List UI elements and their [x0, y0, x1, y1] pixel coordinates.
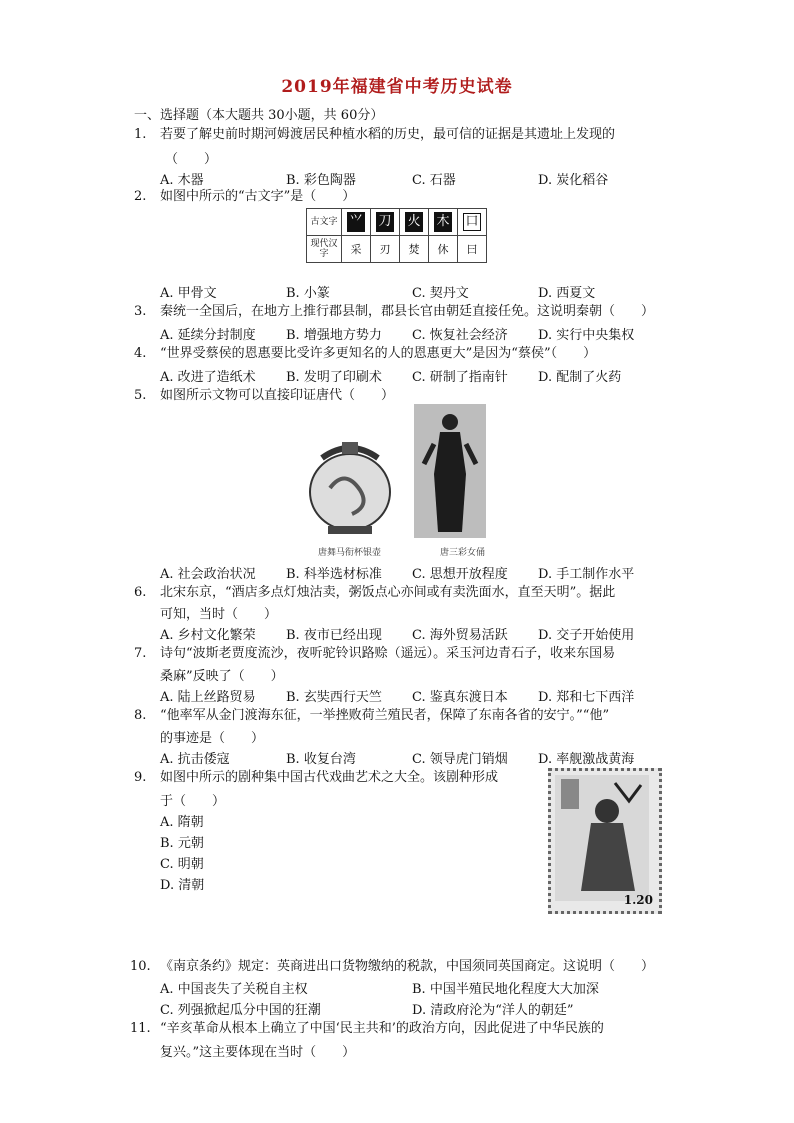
q3-option-b[interactable]: B. 增强地方势力 [286, 328, 382, 343]
q4-option-d[interactable]: D. 配制了火药 [538, 370, 622, 385]
q8-option-a[interactable]: A. 抗击倭寇 [160, 752, 230, 767]
q4-option-a[interactable]: A. 改进了造纸术 [160, 370, 256, 385]
q6-option-d[interactable]: D. 交子开始使用 [538, 628, 635, 643]
q5-option-c[interactable]: C. 思想开放程度 [412, 567, 508, 582]
glyph-icon: ⼑ [376, 212, 394, 232]
question-4: 4. “世界受蔡侯的恩惠要比受许多更知名的人的恩惠更大”是因为“蔡侯”（ ） [134, 346, 597, 361]
glyph-icon: 口 [463, 213, 481, 231]
question-9: 9. 如图中所示的剧种集中国古代戏曲艺术之大全。该剧种形成 [134, 770, 499, 785]
q10-option-c[interactable]: C. 列强掀起瓜分中国的狂潮 [160, 1003, 321, 1018]
q1-option-a[interactable]: A. 木器 [160, 173, 204, 188]
question-8-line2: 的事迹是（ ） [160, 731, 265, 746]
q1-option-d[interactable]: D. 炭化稻谷 [538, 173, 609, 188]
q2-option-b[interactable]: B. 小篆 [286, 286, 330, 301]
page-title: 2019年福建省中考历史试卷 [281, 77, 513, 97]
question-2: 2. 如图中所示的“古文字”是（ ） [134, 189, 356, 204]
q3-option-a[interactable]: A. 延续分封制度 [160, 328, 256, 343]
q10-option-d[interactable]: D. 清政府沦为“洋人的朝廷” [412, 1003, 574, 1018]
modern-char: 休 [429, 236, 458, 263]
tricolor-figurine-image [414, 404, 486, 538]
question-6-line2: 可知，当时（ ） [160, 607, 278, 622]
q10-option-b[interactable]: B. 中国半殖民地化程度大大加深 [412, 982, 599, 997]
glyph-icon: ⽊ [434, 212, 452, 232]
q1-option-c[interactable]: C. 石器 [412, 173, 456, 188]
q3-option-d[interactable]: D. 实行中央集权 [538, 328, 635, 343]
table-header-modern: 现代汉字 [307, 236, 342, 263]
modern-char: 采 [342, 236, 371, 263]
glyph-icon: ⽕ [405, 212, 423, 232]
q7-option-b[interactable]: B. 玄奘西行天竺 [286, 690, 382, 705]
q10-option-a[interactable]: A. 中国丧失了关税自主权 [160, 982, 308, 997]
q6-option-b[interactable]: B. 夜市已经出现 [286, 628, 382, 643]
question-7-line2: 桑麻”反映了（ ） [160, 669, 284, 684]
q9-option-b[interactable]: B. 元朝 [160, 836, 204, 851]
question-11: 11. “辛亥革命从根本上确立了中国‘民主共和’的政治方向，因此促进了中华民族的 [130, 1021, 604, 1036]
question-7: 7. 诗句“波斯老贾度流沙，夜听驼铃识路赊（遥远）。采玉河边青石子，收来东国易 [134, 646, 616, 661]
caption-figurine: 唐三彩女俑 [440, 548, 486, 558]
q9-option-d[interactable]: D. 清朝 [160, 878, 205, 893]
question-11-line2: 复兴。”这主要体现在当时（ ） [160, 1045, 356, 1060]
q2-option-d[interactable]: D. 西夏文 [538, 286, 596, 301]
q9-option-a[interactable]: A. 隋朝 [160, 815, 204, 830]
q4-option-c[interactable]: C. 研制了指南针 [412, 370, 508, 385]
q8-option-d[interactable]: D. 率舰激战黄海 [538, 752, 635, 767]
modern-char: 刃 [371, 236, 400, 263]
q3-option-c[interactable]: C. 恢复社会经济 [412, 328, 508, 343]
q8-option-c[interactable]: C. 领导虎门销烟 [412, 752, 508, 767]
modern-char: 曰 [458, 236, 487, 263]
q7-option-a[interactable]: A. 陆上丝路贸易 [160, 690, 256, 705]
q2-option-a[interactable]: A. 甲骨文 [160, 286, 217, 301]
q9-option-c[interactable]: C. 明朝 [160, 857, 204, 872]
stamp-value: 1.20 [623, 893, 653, 907]
q1-option-b[interactable]: B. 彩色陶器 [286, 173, 356, 188]
question-8: 8. “他率军从金门渡海东征，一举挫败荷兰殖民者，保障了东南各省的安宁。”“他” [134, 708, 610, 723]
q4-option-b[interactable]: B. 发明了印刷术 [286, 370, 382, 385]
q6-option-c[interactable]: C. 海外贸易活跃 [412, 628, 508, 643]
question-1-paren: （ ） [165, 152, 218, 167]
q7-option-d[interactable]: D. 郑和七下西洋 [538, 690, 635, 705]
glyph-icon: ⺍ [347, 212, 365, 232]
question-5: 5. 如图所示文物可以直接印证唐代（ ） [134, 388, 395, 403]
q6-option-a[interactable]: A. 乡村文化繁荣 [160, 628, 256, 643]
q5-option-d[interactable]: D. 手工制作水平 [538, 567, 635, 582]
question-9-line2: 于（ ） [160, 794, 226, 809]
q8-option-b[interactable]: B. 收复台湾 [286, 752, 356, 767]
table-header-ancient: 古文字 [307, 209, 342, 236]
caption-silver-pot: 唐舞马衔杯银壶 [318, 548, 382, 558]
question-10: 10. 《南京条约》规定：英商进出口货物缴纳的税款，中国须同英国商定。这说明（ ） [130, 959, 655, 974]
ancient-script-table [306, 208, 487, 263]
question-6: 6. 北宋东京，“酒店多点灯烛沽卖，粥饭点心亦间或有卖洗面水，直至天明”。据此 [134, 585, 616, 600]
q7-option-c[interactable]: C. 鉴真东渡日本 [412, 690, 508, 705]
modern-char: 焚 [400, 236, 429, 263]
q2-option-c[interactable]: C. 契丹文 [412, 286, 469, 301]
q5-option-a[interactable]: A. 社会政治状况 [160, 567, 256, 582]
question-1: 1. 若要了解史前时期河姆渡居民种植水稻的历史，最可信的证据是其遗址上发现的 [134, 127, 616, 142]
section-heading: 一、选择题（本大题共 30小题，共 60分） [134, 108, 384, 123]
opera-stamp-image [548, 768, 662, 914]
q5-option-b[interactable]: B. 科举选材标准 [286, 567, 382, 582]
question-3: 3. 秦统一全国后，在地方上推行郡县制，郡县长官由朝廷直接任免。这说明秦朝（ ） [134, 304, 655, 319]
silver-pot-image [300, 428, 400, 538]
